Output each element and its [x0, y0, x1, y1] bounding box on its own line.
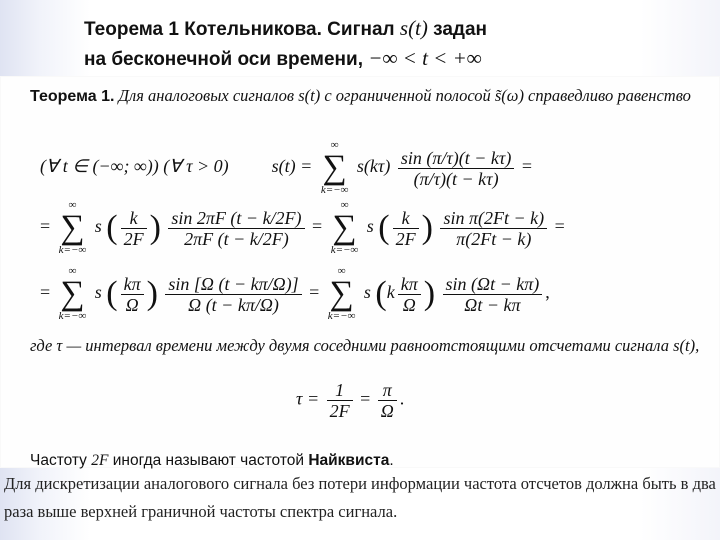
- equals-sign: =: [521, 156, 533, 177]
- tau-formula: [296, 380, 404, 421]
- equation-row-1: [40, 140, 532, 196]
- nyquist-name: Найквиста: [308, 452, 390, 469]
- equals-sign: =: [40, 216, 51, 237]
- nyquist-note: [30, 452, 394, 470]
- s-function: s: [363, 282, 371, 303]
- sum-symbol: ∞ ∑ k=−∞: [327, 265, 356, 322]
- title-text-1: Теорема 1 Котельникова. Сигнал: [84, 19, 400, 40]
- row1-lhs: s(t) =: [271, 156, 313, 177]
- s-function: s: [94, 216, 102, 237]
- tau-fraction-1: $\frac{1}{2F}$: [327, 380, 353, 421]
- s-function: s: [366, 216, 374, 237]
- equation-row-2: = ∞ ∑ k=−∞ s ( $\frac{k}{2F}$ ) $\frac{\sin 2\pi F (t - k/2F)}{2\pi F (t - k/2F)}$ = ∞ ∑ k=−∞ s ( $\frac{k}{2F}$ ) $\frac{\text{sin π(2Ft − k)}}{\pi(2Ft - k)}$ =: [40, 199, 565, 256]
- row2b-fraction: $\frac{\text{sin π(2Ft − k)}}{\pi(2Ft - k)}$: [440, 208, 547, 249]
- row2-fraction: $\frac{\sin 2\pi F (t - k/2F)}{2\pi F (t - k/2F)}$: [168, 208, 304, 249]
- row3-fraction: $\frac{\sin [\Omega (t - k\pi/\Omega)]}{\Omega (t - k\pi/\Omega)}$: [165, 274, 301, 315]
- row3b-arg: $\frac{k\pi}{\Omega}$: [398, 274, 421, 315]
- equals-sign: =: [40, 282, 51, 303]
- equation-row-3: = ∞ ∑ k=−∞ s ( $\frac{k\pi}{\Omega}$ ) $\frac{\sin [\Omega (t - k\pi/\Omega)]}{\Omega (t - k\pi/\Omega)}$ = ∞ ∑ k=−∞ s (k $\frac{k\pi}{\Omega}$ ) $\frac{\sin (\Omega t - k\pi)}{\Omega t - k\pi}$ ,: [40, 265, 550, 322]
- equals-sign: =: [360, 388, 371, 409]
- sum-symbol: ∞ ∑ k=−∞: [58, 199, 87, 256]
- where-clause: где τ — интервал времени между двумя соседними равноотстоящими отсчетами сигнала s(t),: [30, 336, 700, 355]
- slide-title: [84, 14, 704, 74]
- row1-term: s(kτ): [356, 156, 391, 177]
- row2b-arg: $\frac{k}{2F}$: [393, 208, 419, 249]
- title-math-2: −∞ < t < +∞: [368, 46, 482, 70]
- sum-symbol: ∞ ∑ k=−∞: [320, 139, 349, 196]
- row3-arg: $\frac{k\pi}{\Omega}$: [121, 274, 144, 315]
- footer-conclusion: Для дискретизации аналогового сигнала без потери информации частота отсчетов должна быть в два раза выше верхней граничной частоты спектра сигнала.: [4, 474, 716, 521]
- title-tail-1: задан: [427, 19, 488, 40]
- row1-fraction: $\frac{\sin (\pi/\tau)(t - k\tau)}{(\pi/\tau)(t - k\tau)}$: [398, 148, 515, 189]
- tau-fraction-2: $\frac{\pi}{\Omega}$: [378, 380, 397, 421]
- theorem-statement: [30, 84, 710, 108]
- nyquist-mid: иногда называют частотой: [108, 452, 309, 469]
- sum-symbol: ∞ ∑ k=−∞: [58, 265, 87, 322]
- title-text-2: на бесконечной оси времени,: [84, 49, 369, 70]
- comma: ,: [545, 282, 550, 303]
- equals-sign: =: [312, 216, 323, 237]
- nyquist-end: .: [389, 452, 394, 469]
- theorem-text: Для аналоговых сигналов s(t) с ограниченной полосой s̃(ω) справедливо равенство: [114, 86, 691, 105]
- s-function: s: [94, 282, 102, 303]
- theorem-label: Теорема 1.: [30, 88, 115, 105]
- period: .: [399, 388, 405, 409]
- row3b-fraction: $\frac{\sin (\Omega t - k\pi)}{\Omega t - k\pi}$: [443, 274, 543, 315]
- sum-symbol: ∞ ∑ k=−∞: [330, 199, 359, 256]
- row2-arg: $\frac{k}{2F}$: [121, 208, 147, 249]
- quantifiers: (∀ t ∈ (−∞; ∞)) (∀ τ > 0): [40, 156, 229, 177]
- nyquist-pre: Частоту: [30, 452, 92, 469]
- equals-sign: =: [554, 216, 565, 237]
- nyquist-math: 2F: [91, 452, 109, 469]
- title-math-1: s(t): [399, 16, 428, 40]
- equals-sign: =: [309, 282, 320, 303]
- tau-lhs: τ =: [296, 388, 320, 409]
